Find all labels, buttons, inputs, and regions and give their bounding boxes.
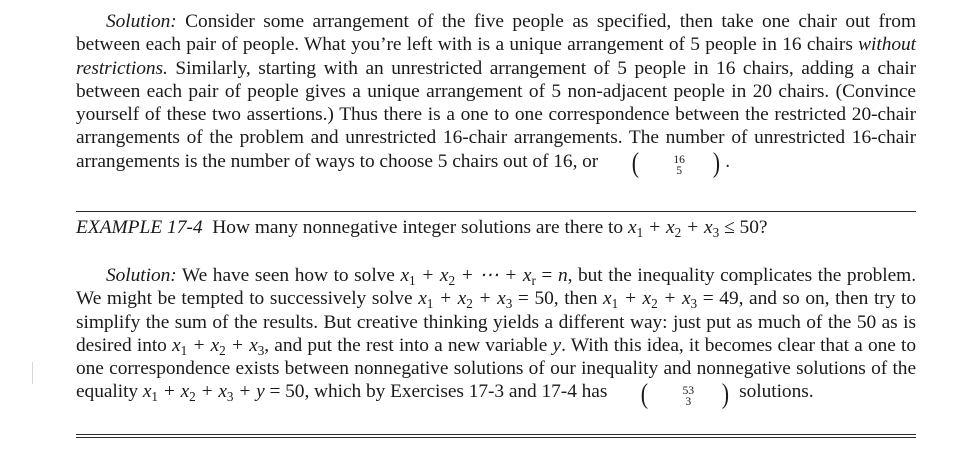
equality-expression: $x_1 + x_2 + x_3 + y$ <box>142 381 265 405</box>
binom-bottom: 3 <box>685 395 692 409</box>
binomial-16-choose-5: ( 16 5 ) <box>631 147 720 179</box>
binom-bottom: 5 <box>676 164 682 178</box>
textbook-page <box>76 0 916 457</box>
inequality-expression: $x_1 + x_2 + x_3$ <box>627 217 720 241</box>
sum-three-vars: $x_1 + x_2 + x_3$ <box>603 288 698 312</box>
solution-paragraph-1 <box>76 10 916 178</box>
solution-label: Solution: <box>106 11 177 32</box>
binomial-53-choose-3: ( 53 3 ) <box>640 378 730 410</box>
solution-text-a: Consider some arrangement of the five people as specified, then take one chair out from between each pair of people. What you’re left with is a unique arrangement of 5 people in 16 chairs <box>76 11 916 56</box>
solution-tail: . <box>725 150 731 172</box>
solution-label-2: Solution: <box>106 265 177 286</box>
emphasis-without-restrictions: without restrictions. <box>76 34 916 79</box>
example-label: EXAMPLE 17-4 <box>76 217 203 238</box>
section-divider <box>76 211 916 212</box>
solution-paragraph-2: Solution: We have seen how to solve $x_1 + x_2$ + ⋯ + $x_r = n$, but the inequality complicates the problem. We might be tempted to successively solve $x_1 + x_2 + x_3 = 50$, then $x_1 + x_2 + x_3 = 49$, and so on, then try to simplify the sum of the results. But creative thinking yields a different way: just put as much of the 50 as is desired into $x_1 + x_2 + x_3$, and put the rest into a new variable y. With this idea, it becomes clear that a one to one correspondence exists between nonnegative solutions of our inequality and nonnegative solutions of the equality $x_1 + x_2 + x_3 + y = 50$, which by Exercises 17-3 and 17-4 has ( 53 3 ) solutions. <box>76 265 916 410</box>
sum-three-vars: $x_1 + x_2 + x_3$ <box>172 334 265 359</box>
example-heading <box>76 216 916 239</box>
example-question: How many nonnegative integer solutions are there to <box>212 217 624 238</box>
end-rule-bottom <box>76 437 916 438</box>
scan-margin-mark <box>32 362 33 384</box>
binom-top: 53 <box>682 384 694 398</box>
leq-fifty: ≤ 50? <box>719 217 768 238</box>
binom-top: 16 <box>673 153 685 167</box>
general-sum-expression: $x_1 + x_2$ + ⋯ + $x_r$ <box>400 265 536 289</box>
sum-three-vars: $x_1 + x_2 + x_3$ <box>418 288 513 312</box>
solution-text-b: Similarly, starting with an unrestricted arrangement of 5 people in 16 chairs, adding a chair between each pair of people gives a unique arrangement of 5 non-adjacent people in 20 chairs. (Convince yourself of these two assertions.) Thus there is a one to one correspondence between the restricted 20-chair arrangements of the problem and unrestricted 16-chair arrangements. The number of unrestricted 16-chair arrangements is the number of ways to choose 5 chairs out of 16, or <box>76 57 916 172</box>
end-rule-top <box>76 434 916 435</box>
